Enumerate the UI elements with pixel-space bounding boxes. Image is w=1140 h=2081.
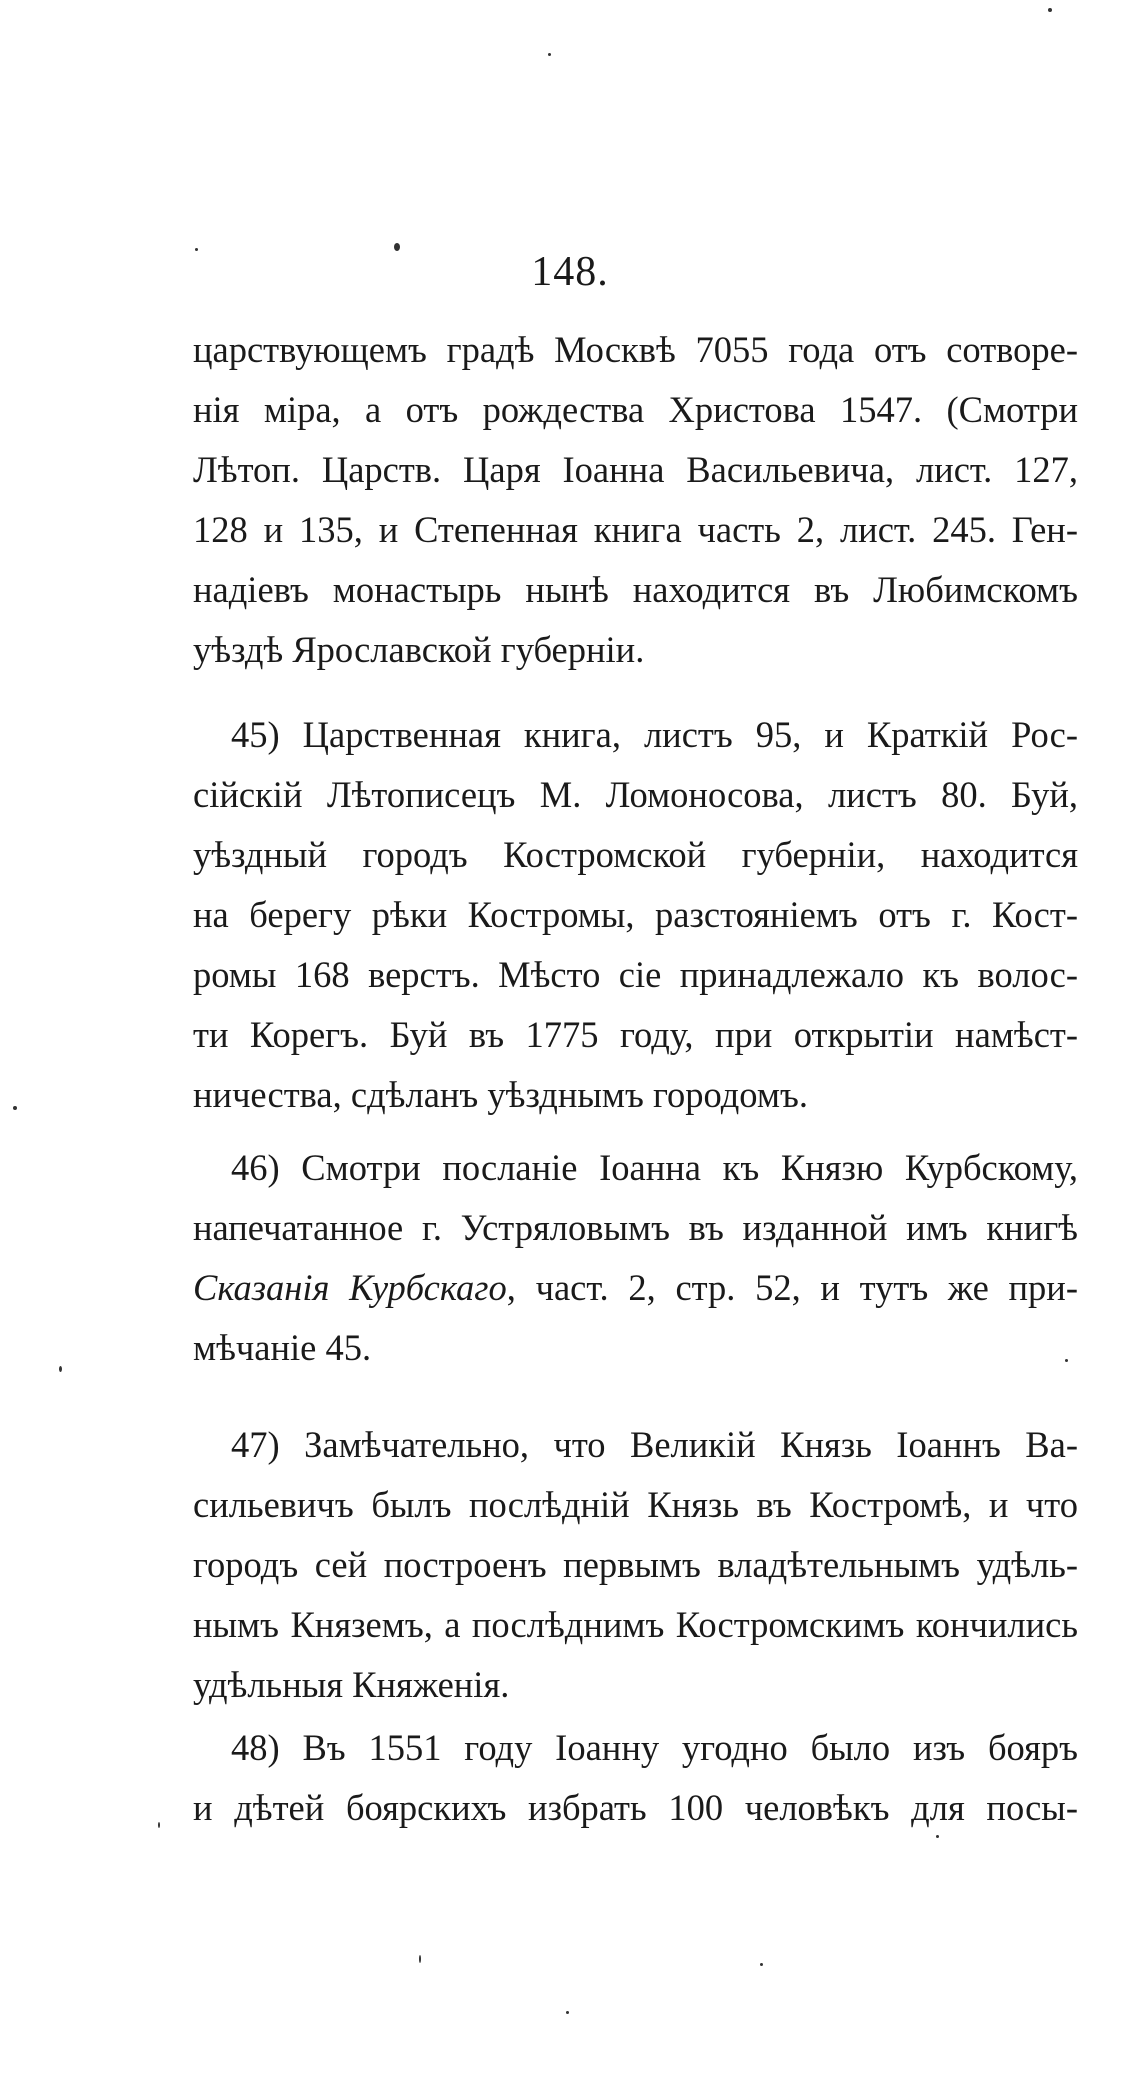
text-line: уѣздѣ Ярославской губерніи. (193, 629, 645, 670)
text-line: 46) Смотри посланіе Іоанна къ Князю Курбскому, (231, 1147, 1078, 1188)
text-line: удѣльныя Княженія. (193, 1664, 510, 1705)
text-line: сильевичъ былъ послѣдній Князь въ Костромѣ, и что (193, 1484, 1078, 1525)
scan-speck (158, 1822, 160, 1828)
scan-speck (566, 2011, 569, 2014)
paragraph-note-47 (193, 1415, 1078, 1715)
text-line: 48) Въ 1551 году Іоанну угодно было изъ бояръ (231, 1727, 1078, 1768)
text-line: мѣчаніе 45. (193, 1327, 372, 1368)
text-line: и дѣтей боярскихъ избрать 100 человѣкъ для посы- (193, 1787, 1078, 1828)
scan-speck (1048, 8, 1052, 12)
scan-speck (548, 53, 551, 56)
text-line: городъ сей построенъ первымъ владѣтельнымъ удѣль- (193, 1544, 1078, 1585)
text-line: 47) Замѣчательно, что Великій Князь Іоаннъ Ва- (231, 1424, 1078, 1465)
scan-speck (13, 1106, 17, 1110)
text-line: напечатанное г. Устряловымъ въ изданной имъ книгѣ (193, 1207, 1078, 1248)
text-line: 45) Царственная книга, листъ 95, и Краткій Рос- (231, 714, 1078, 755)
text-line: на берегу рѣки Костромы, разстояніемъ отъ г. Кост- (193, 894, 1078, 935)
text-line: ничества, сдѣланъ уѣзднымъ городомъ. (193, 1074, 808, 1115)
paragraph-note-48 (193, 1718, 1078, 1838)
scan-speck (936, 1835, 939, 1838)
scan-speck (59, 1366, 62, 1372)
paragraph-continuation (193, 320, 1078, 680)
scan-speck (195, 248, 198, 251)
paragraph-note-46 (193, 1138, 1078, 1378)
page-number: 148. (531, 249, 609, 295)
scan-speck (394, 243, 400, 251)
text-line-rest: , част. 2, стр. 52, и тутъ же при- (506, 1267, 1078, 1308)
text-line: Лѣтоп. Царств. Царя Іоанна Васильевича, лист. 127, (193, 449, 1078, 490)
text-line: уѣздный городъ Костромской губерніи, находится (193, 834, 1078, 875)
paragraph-note-45 (193, 705, 1078, 1125)
text-line: ромы 168 верстъ. Мѣсто сіе принадлежало къ волос- (193, 954, 1078, 995)
text-line: царствующемъ градѣ Москвѣ 7055 года отъ сотворе- (193, 329, 1078, 370)
text-line: нія міра, а отъ рождества Христова 1547. (Смотри (193, 389, 1078, 430)
scan-speck (419, 1955, 421, 1963)
book-title-italic: Сказанія Курбскаго (193, 1267, 507, 1308)
text-line: сійскій Лѣтописецъ М. Ломоносова, листъ 80. Буй, (193, 774, 1078, 815)
scan-speck (760, 1963, 763, 1966)
text-line-italic-title (193, 1258, 1078, 1318)
text-line: ти Корегъ. Буй въ 1775 году, при открытіи намѣст- (193, 1014, 1078, 1055)
text-line: надіевъ монастырь нынѣ находится въ Любимскомъ (193, 569, 1078, 610)
text-line: 128 и 135, и Степенная книга часть 2, лист. 245. Ген- (193, 509, 1078, 550)
scan-speck (1065, 1359, 1068, 1362)
text-line: нымъ Княземъ, а послѣднимъ Костромскимъ кончились (193, 1604, 1078, 1645)
